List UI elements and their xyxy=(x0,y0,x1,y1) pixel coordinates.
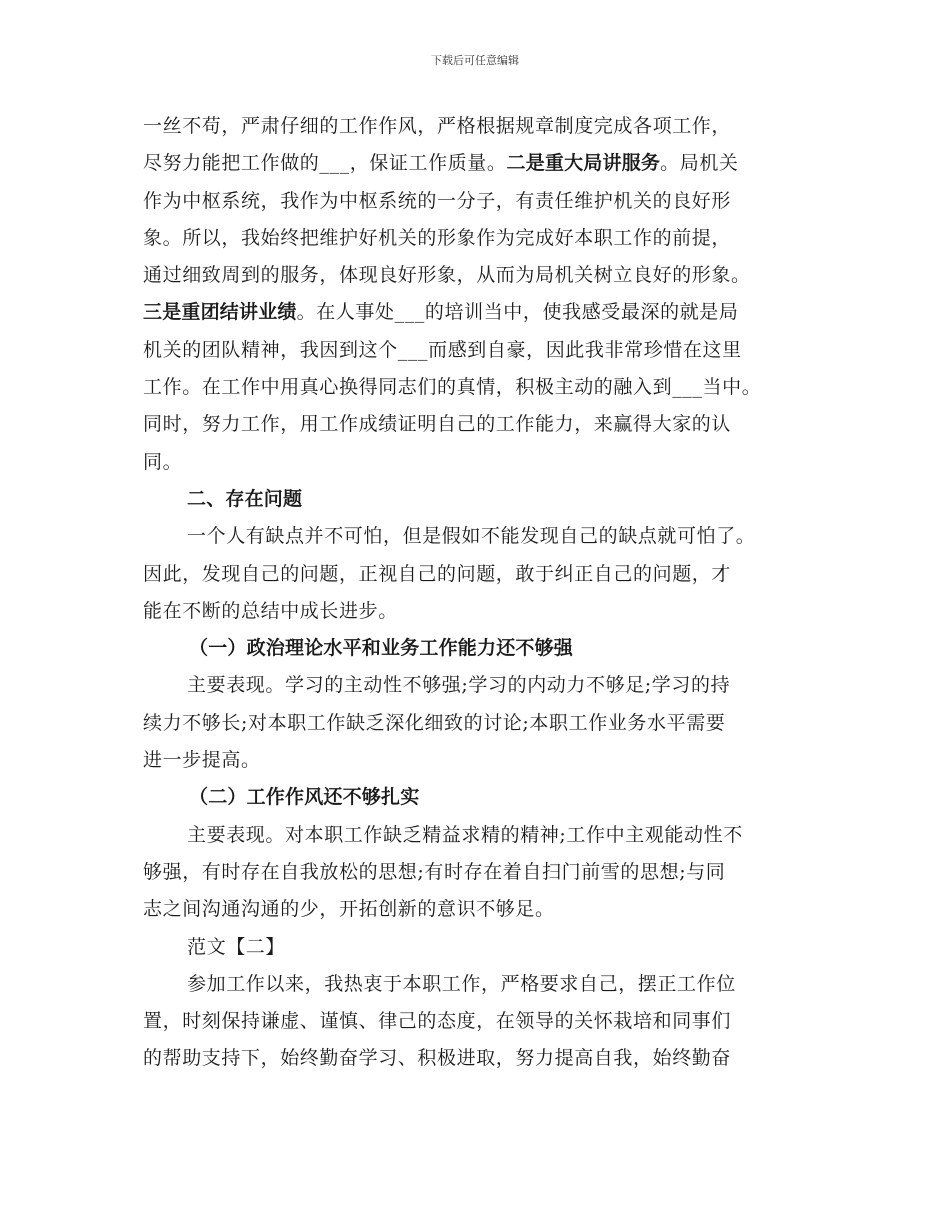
body-line: 志之间沟通沟通的少，开拓创新的意识不够足。 xyxy=(143,898,555,921)
subsection-heading: （二）工作作风还不够扎实 xyxy=(189,786,420,809)
body-line: 续力不够长;对本职工作缺乏深化细致的讨论;本职工作业务水平需要 xyxy=(143,711,726,734)
emphasis-text: 二是重大局讲服务 xyxy=(506,152,661,175)
body-line: 进一步提高。 xyxy=(143,749,261,772)
body-line: 工作。在工作中用真心换得同志们的真情，积极主动的融入到___当中。 xyxy=(143,376,762,399)
body-text: 。在人事处___的培训当中，使我感受最深的就是局 xyxy=(296,301,739,324)
body-line: 置，时刻保持谦虚、谨慎、律己的态度，在领导的关怀栽培和同事们 xyxy=(143,1010,732,1033)
emphasis-text: 三是重团结讲业绩 xyxy=(143,301,297,324)
body-text: 。局机关 xyxy=(660,152,739,175)
body-line: 同。 xyxy=(143,450,183,473)
body-line xyxy=(143,294,815,331)
body-line: 一丝不苟，严肃仔细的工作作风，严格根据规章制度完成各项工作， xyxy=(143,115,732,137)
body-line: 同时，努力工作，用工作成绩证明自己的工作能力，来赢得大家的认 xyxy=(143,413,732,436)
body-line: 因此，发现自己的问题，正视自己的问题，敢于纠正自己的问题，才 xyxy=(143,562,732,585)
body-line xyxy=(143,145,815,182)
body-line: 参加工作以来，我热衷于本职工作，严格要求自己，摆正工作位 xyxy=(187,972,736,995)
body-line: 机关的团队精神，我因到这个___而感到自豪，因此我非常珍惜在这里 xyxy=(143,338,742,361)
body-line: 够强，有时存在自我放松的思想;有时存在着自扫门前雪的思想;与同 xyxy=(143,860,726,883)
body-line: 主要表现。对本职工作缺乏精益求精的精神;工作中主观能动性不 xyxy=(187,823,743,846)
body-line: 一个人有缺点并不可怕，但是假如不能发现自己的缺点就可怕了。 xyxy=(187,525,756,548)
subsection-heading: （一）政治理论水平和业务工作能力还不够强 xyxy=(189,637,574,660)
body-line: 能在不断的总结中成长进步。 xyxy=(143,599,398,622)
document-body xyxy=(143,108,815,1078)
section-heading: 二、存在问题 xyxy=(187,487,303,510)
page-header: 下载后可任意编辑 xyxy=(431,54,519,67)
body-text: 尽努力能把工作做的___，保证工作质量。 xyxy=(143,152,507,175)
sample-heading: 范文【二】 xyxy=(187,935,286,958)
body-line: 的帮助支持下，始终勤奋学习、积极进取，努力提高自我，始终勤奋 xyxy=(143,1047,732,1070)
body-line: 主要表现。学习的主动性不够强;学习的内动力不够足;学习的持 xyxy=(187,674,731,697)
body-line: 作为中枢系统，我作为中枢系统的一分子，有责任维护机关的良好形 xyxy=(143,189,732,212)
body-line: 通过细致周到的服务，体现良好形象，从而为局机关树立良好的形象。 xyxy=(143,264,751,287)
body-line: 象。所以，我始终把维护好机关的形象作为完成好本职工作的前提， xyxy=(143,226,732,249)
